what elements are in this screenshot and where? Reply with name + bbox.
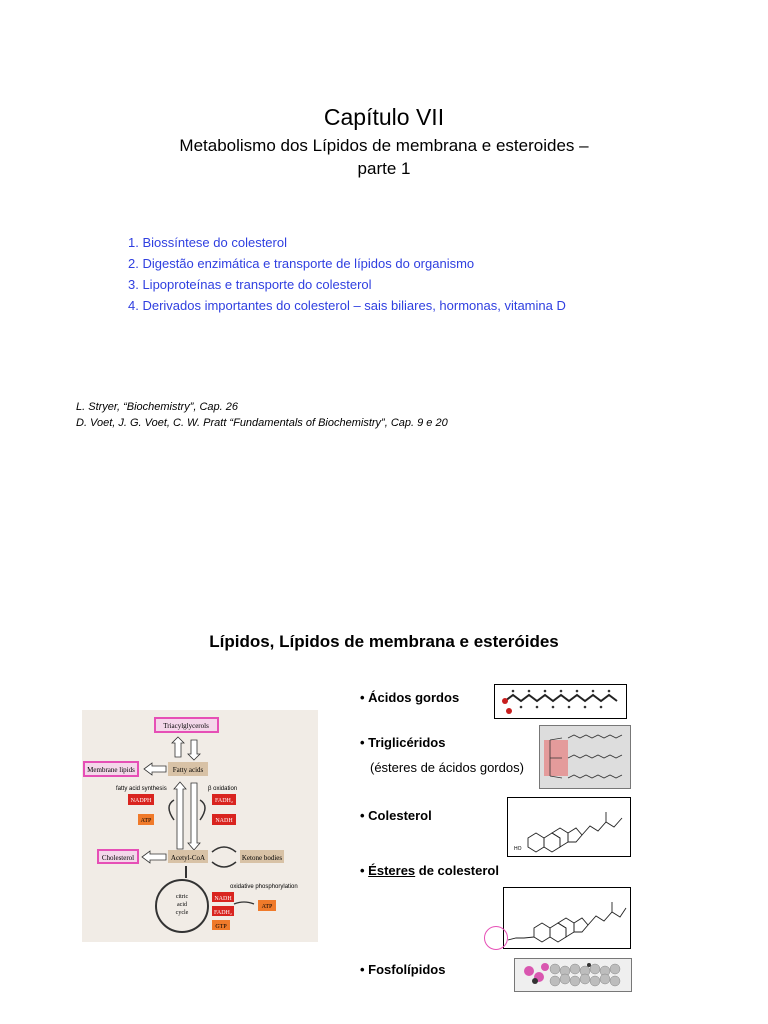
- subtitle-line-1: Metabolismo dos Lípidos de membrana e esteroides –: [179, 136, 589, 155]
- esteres-bullet: •: [360, 863, 369, 878]
- bullet-acidos-gordos: • Ácidos gordos: [360, 690, 460, 705]
- bullet-esteres-colesterol: [360, 863, 499, 878]
- cholesterol-ester-graphic: [504, 888, 630, 948]
- toc-item: 3. Lipoproteínas e transporte do colesterol: [128, 277, 372, 292]
- fatty-acid-structure: [494, 684, 627, 719]
- subtitle-line-2: parte 1: [357, 159, 411, 178]
- triacylglycerols-label: Triacylglycerols: [163, 722, 209, 730]
- triglyceride-structure: [539, 725, 631, 789]
- ketone-curve-bottom: [212, 862, 236, 867]
- central-arrows: [174, 782, 200, 850]
- reference-item: L. Stryer, “Biochemistry”, Cap. 26: [76, 401, 238, 413]
- oxidative-phosphorylation-label: oxidative phosphorylation: [230, 884, 298, 890]
- cholesterol-graphic: [508, 798, 630, 856]
- nadh-label: NADH: [215, 818, 233, 824]
- membrane-lipids-label: Membrane lipids: [87, 766, 135, 774]
- phospholipid-structure: [514, 958, 632, 992]
- atp-label-right: ATP: [261, 904, 273, 910]
- bullet-trigliceridos: • Triglicéridos: [360, 735, 446, 750]
- oxphos-curve: [234, 902, 254, 904]
- ketone-bodies-label: Ketone bodies: [241, 854, 283, 862]
- atp-label-left: ATP: [140, 818, 152, 824]
- chapter-title: Capítulo VII: [323, 104, 445, 130]
- slide-title: Lípidos, Lípidos de membrana e esteróides: [209, 632, 559, 651]
- triglyceride-graphic: [540, 726, 630, 788]
- lipid-metabolism-diagram: [82, 710, 318, 942]
- ketone-curve-top: [212, 847, 236, 852]
- fatty-acid-synthesis-label: fatty acid synthesis: [116, 786, 167, 792]
- fatty-acid-graphic: [495, 685, 626, 718]
- ester-highlight-circle: [484, 926, 508, 950]
- cycle-label-2: acid: [177, 902, 187, 908]
- cholesterol-ester-structure: [503, 887, 631, 949]
- cholesterol-label: Cholesterol: [101, 854, 135, 862]
- toc-item: 1. Biossíntese do colesterol: [128, 235, 287, 250]
- bullet-fosfolipidos: • Fosfolípidos: [360, 962, 446, 977]
- phospholipid-graphic: [515, 959, 631, 991]
- fadh2-label: FADH₂: [215, 798, 233, 804]
- table-of-contents: [128, 232, 566, 316]
- esteres-underlined: Ésteres: [368, 863, 416, 878]
- esteres-rest: de colesterol: [415, 863, 499, 878]
- bullet-colesterol: • Colesterol: [360, 808, 432, 823]
- acetyl-coa-label: Acetyl-CoA: [170, 854, 206, 862]
- toc-item: 4. Derivados importantes do colesterol – sais biliares, hormonas, vitamina D: [128, 298, 566, 313]
- beta-oxidation-label: β oxidation: [208, 786, 238, 792]
- tag-fa-arrows: [172, 737, 200, 760]
- cycle-label-3: cycle: [175, 910, 189, 916]
- arrow-to-cholesterol: [142, 851, 166, 863]
- trigliceridos-subtext: (ésteres de ácidos gordos): [370, 760, 524, 775]
- oxidation-curve: [200, 800, 205, 820]
- gtp-label: GTP: [215, 924, 227, 930]
- diagram-graphic: [82, 710, 318, 942]
- chapter-subtitle: [100, 134, 668, 180]
- cholesterol-structure: [507, 797, 631, 857]
- svg-text:HO: HO: [514, 846, 522, 852]
- synthesis-curve: [169, 800, 174, 820]
- toc-item: 2. Digestão enzimática e transporte de lípidos do organismo: [128, 256, 475, 271]
- fatty-acids-label: Fatty acids: [172, 766, 204, 774]
- fadh2-label-cycle: FADH₂: [214, 910, 232, 916]
- nadph-label: NADPH: [130, 798, 152, 804]
- reference-item: D. Voet, J. G. Voet, C. W. Pratt “Fundamentals of Biochemistry”, Cap. 9 e 20: [76, 417, 448, 429]
- cycle-label-1: citric: [175, 894, 189, 900]
- arrow-to-membrane-lipids: [144, 763, 166, 775]
- nadh-label-cycle: NADH: [214, 896, 232, 902]
- references: [76, 399, 448, 431]
